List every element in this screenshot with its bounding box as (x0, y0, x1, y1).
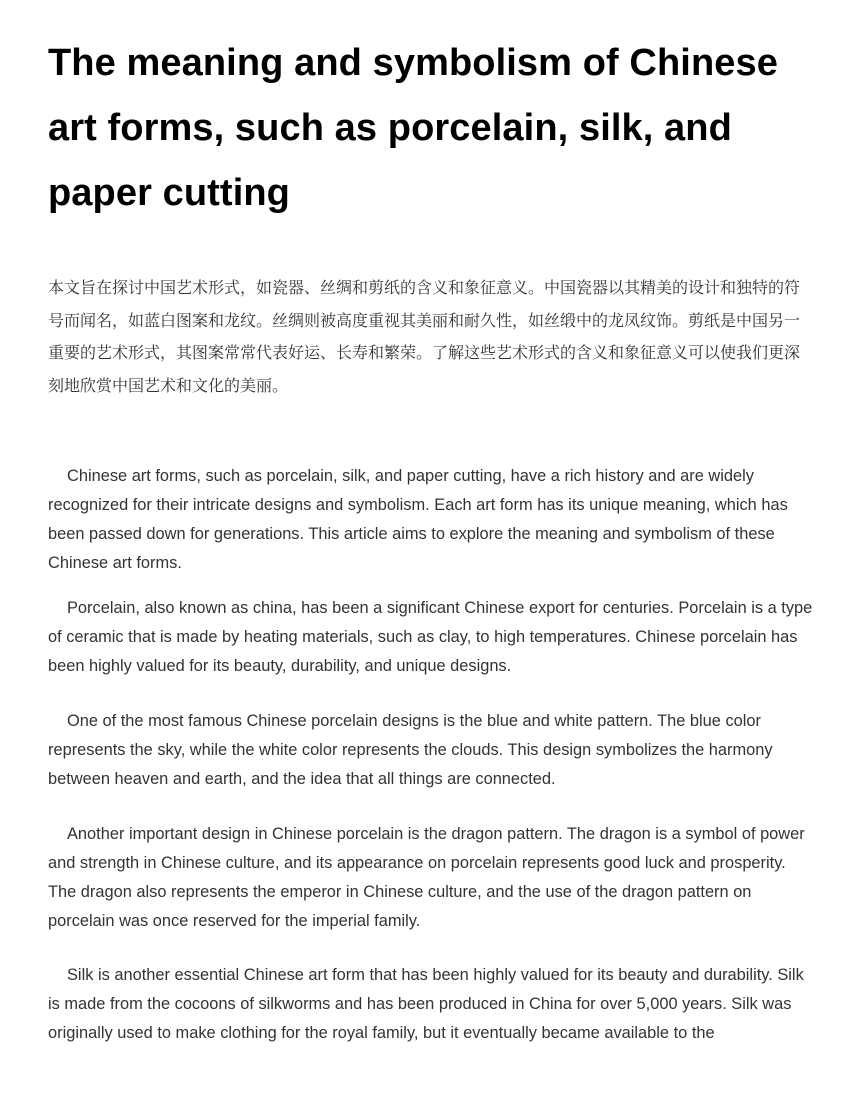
paragraph-intro: Chinese art forms, such as porcelain, silk, and paper cutting, have a rich history and are widely recognized for their intricate designs and symbolism. Each art form has its unique meaning, which has been passed down for generations. This article aims to explore the meaning and symbolism of these Chinese art forms. (48, 467, 788, 572)
paragraph-porcelain: Porcelain, also known as china, has been a significant Chinese export for centuries. Porcelain is a type of ceramic that is made by heating materials, such as clay, to high temperatures. Chinese porcelain has been highly valued for its beauty, durability, and unique designs. (48, 599, 813, 675)
paragraph-dragon: Another important design in Chinese porcelain is the dragon pattern. The dragon is a symbol of power and strength in Chinese culture, and its appearance on porcelain represents good luck and prosperity. The dragon also represents the emperor in Chinese culture, and the use of the dragon pattern on porcelain was once reserved for the imperial family. (48, 825, 805, 930)
article-body (48, 462, 818, 1048)
chinese-abstract: 本文旨在探讨中国艺术形式，如瓷器、丝绸和剪纸的含义和象征意义。中国瓷器以其精美的设计和独特的符号而闻名，如蓝白图案和龙纹。丝绸则被高度重视其美丽和耐久性，如丝缎中的龙凤纹饰。剪纸是中国另一重要的艺术形式，其图案常常代表好运、长寿和繁荣。了解这些艺术形式的含义和象征意义可以使我们更深刻地欣赏中国艺术和文化的美丽。 (48, 278, 801, 395)
paragraph-blue-white: One of the most famous Chinese porcelain designs is the blue and white pattern. The blue color represents the sky, while the white color represents the clouds. This design symbolizes the harmony between heaven and earth, and the idea that all things are connected. (48, 712, 773, 788)
paragraph-silk: Silk is another essential Chinese art form that has been highly valued for its beauty and durability. Silk is made from the cocoons of silkworms and has been produced in China for over 5,000 years. Silk was originally used to make clothing for the royal family, but it eventually became available to the (48, 966, 804, 1042)
document-page (48, 0, 818, 1048)
page-title: The meaning and symbolism of Chinese art forms, such as porcelain, silk, and paper cutting (48, 42, 778, 214)
